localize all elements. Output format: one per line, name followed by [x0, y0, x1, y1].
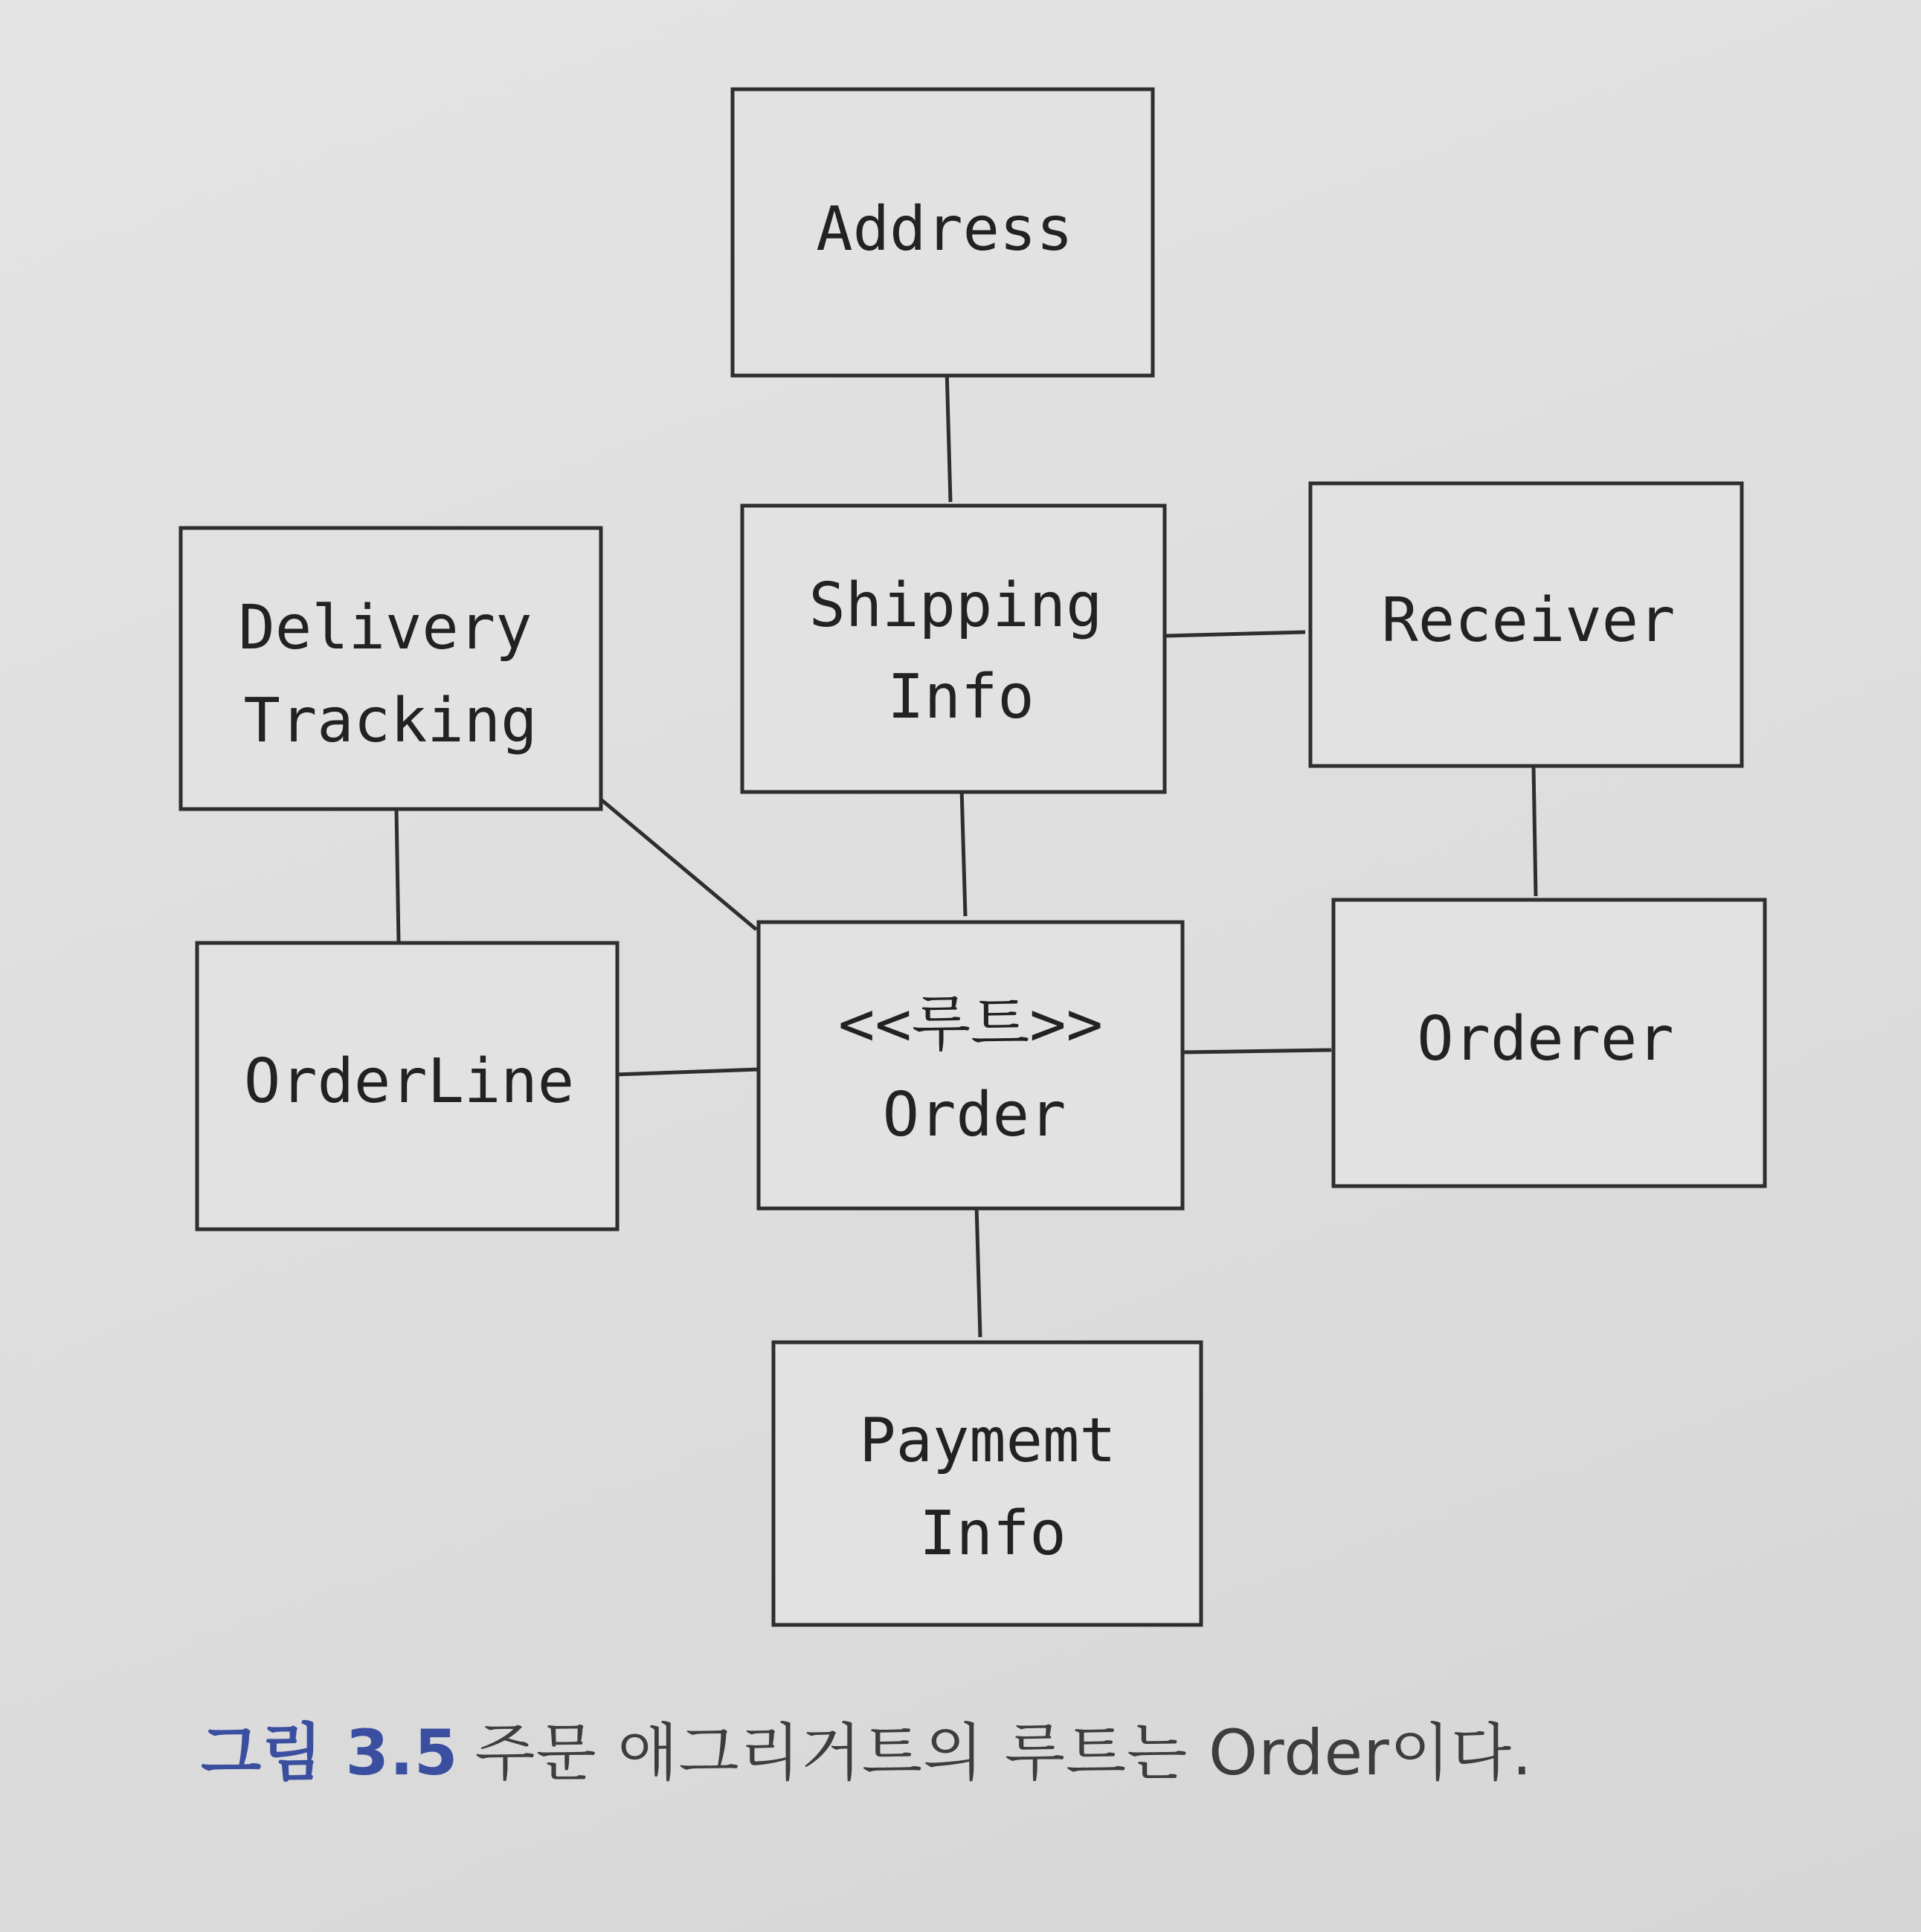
node-address-label: Address [816, 194, 1073, 265]
connector-delivery-order [601, 799, 756, 930]
connector-order-orderer [1182, 1050, 1331, 1052]
node-orderer [1333, 900, 1765, 1186]
connector-receiver-orderer [1534, 766, 1536, 896]
connector-delivery-orderline [396, 809, 399, 943]
node-shipping-info [742, 506, 1165, 792]
node-payment-info-line2: Info [919, 1498, 1066, 1569]
connector-shipping-receiver [1166, 632, 1305, 636]
figure-caption-text: 주문 애그리거트의 루트는 Order이다. [474, 1716, 1533, 1789]
node-order-stereotype: <<루트>> [838, 989, 1103, 1060]
connector-address-shipping [947, 368, 950, 502]
figure-caption [201, 1703, 1533, 1793]
node-address [733, 89, 1153, 376]
node-delivery-tracking [181, 528, 601, 809]
figure-number: 그림 3.5 [201, 1716, 459, 1789]
node-delivery-tracking-line2: Tracking [243, 686, 538, 756]
connector-orderline-order [614, 1069, 760, 1075]
node-order-root [759, 922, 1182, 1208]
node-payment-info-line1: Paymemt [859, 1405, 1116, 1476]
node-order-line [197, 943, 617, 1229]
node-payment-info [773, 1342, 1201, 1625]
node-delivery-tracking-line1: Delivery [238, 593, 532, 663]
connector-shipping-order [962, 788, 965, 916]
node-shipping-info-line2: Info [887, 662, 1034, 732]
node-order-label: Order [882, 1080, 1066, 1150]
node-receiver-label: Receiver [1381, 585, 1676, 656]
connector-order-payment [976, 1205, 980, 1337]
node-order-line-label: OrderLine [243, 1046, 575, 1117]
node-receiver [1310, 483, 1742, 766]
node-shipping-info-line1: Shipping [808, 570, 1103, 641]
node-orderer-label: Orderer [1417, 1004, 1674, 1075]
